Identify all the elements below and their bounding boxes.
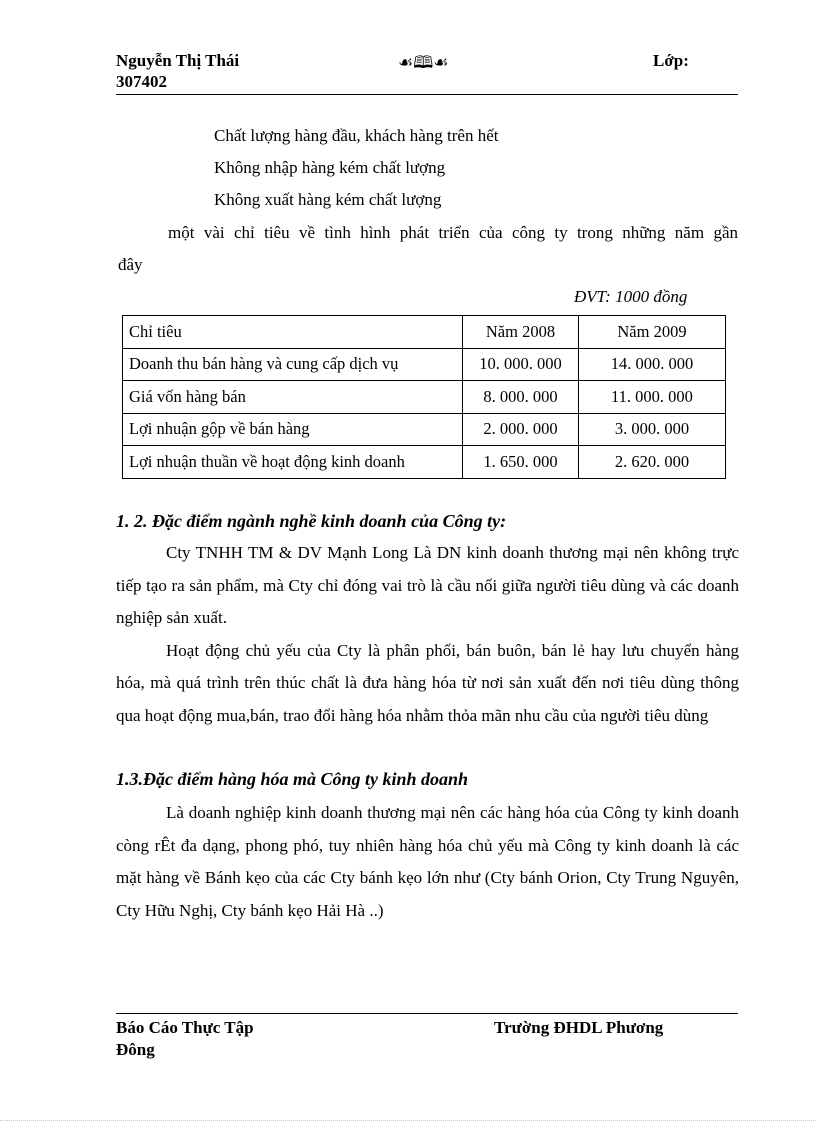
section-heading: 1.3.Đặc điểm hàng hóa mà Công ty kinh doanh: [116, 769, 469, 789]
table-cell: 10. 000. 000: [463, 348, 579, 381]
footer-report-title-cont: Đông: [116, 1040, 155, 1059]
page-edge: [0, 1120, 816, 1121]
paragraph: Là doanh nghiệp kinh doanh thương mại nên các hàng hóa của Công ty kinh doanh còng rÊt đa dạng, phong phó, tuy nhiên hàng hóa chủ yếu mà Công ty kinh doanh là các mặt hàng về Bánh kẹo của các Cty bánh kẹo lớn như (Cty bánh Orion, Cty Trung Nguyên, Cty Hữu Nghị, Cty bánh kẹo Hải Hà ..): [116, 803, 739, 920]
table-row: [123, 446, 726, 479]
table-cell: Giá vốn hàng bán: [123, 381, 463, 414]
table-row: [123, 381, 726, 414]
table-cell: 2. 620. 000: [579, 446, 726, 479]
indicators-table: [122, 315, 726, 479]
unit-note: ĐVT: 1000 đồng: [574, 287, 688, 306]
motto-line: Chất lượng hàng đầu, khách hàng trên hết: [214, 126, 499, 145]
intro-line: đây: [118, 255, 143, 274]
motto-line: Không xuất hàng kém chất lượng: [214, 190, 442, 209]
table-cell: Lợi nhuận thuần về hoạt động kinh doanh: [123, 446, 463, 479]
table-header-cell: Chỉ tiêu: [123, 316, 463, 349]
table-cell: 8. 000. 000: [463, 381, 579, 414]
header-author: Nguyễn Thị Thái: [116, 51, 240, 70]
table-cell: 3. 000. 000: [579, 413, 726, 446]
intro-line: một vài chỉ tiêu về tình hình phát triển của công ty trong những năm gần: [168, 223, 738, 242]
header-rule: [116, 94, 738, 95]
book-ornament-icon: ☙🕮☙: [398, 53, 449, 72]
table-cell: 11. 000. 000: [579, 381, 726, 414]
paragraph: Cty TNHH TM & DV Mạnh Long Là DN kinh doanh thương mại nên không trực tiếp tạo ra sản phẩm, mà Cty chỉ đóng vai trò là cầu nối giữa người tiêu dùng và các doanh nghiệp sản xuất.: [116, 543, 739, 627]
footer-school: Trường ĐHDL Phương: [494, 1018, 664, 1037]
section-heading: 1. 2. Đặc điểm ngành nghề kinh doanh của Công ty:: [116, 511, 507, 531]
table-header-cell: Năm 2008: [463, 316, 579, 349]
header-student-id: 307402: [116, 72, 167, 91]
table-cell: 1. 650. 000: [463, 446, 579, 479]
table-cell: 14. 000. 000: [579, 348, 726, 381]
section-body: [116, 537, 739, 732]
footer-rule: [116, 1013, 738, 1014]
table-cell: Doanh thu bán hàng và cung cấp dịch vụ: [123, 348, 463, 381]
table-row: [123, 413, 726, 446]
footer-report-title: Báo Cáo Thực Tập: [116, 1018, 254, 1037]
paragraph: Hoạt động chủ yếu của Cty là phân phối, bán buôn, bán lẻ hay lưu chuyển hàng hóa, mà quá trình trên thúc chất là đưa hàng hóa từ nơi sản xuất đến nơi tiêu dùng thông qua hoạt động mua,bán, trao đổi hàng hóa nhằm thỏa mãn nhu cầu của người tiêu dùng: [116, 640, 739, 725]
table-header-cell: Năm 2009: [579, 316, 726, 349]
table-cell: 2. 000. 000: [463, 413, 579, 446]
motto-line: Không nhập hàng kém chất lượng: [214, 158, 446, 177]
table-cell: Lợi nhuận gộp về bán hàng: [123, 413, 463, 446]
section-body: [116, 797, 739, 927]
table-row: [123, 348, 726, 381]
table-header-row: [123, 316, 726, 349]
header-class-label: Lớp:: [653, 51, 689, 70]
